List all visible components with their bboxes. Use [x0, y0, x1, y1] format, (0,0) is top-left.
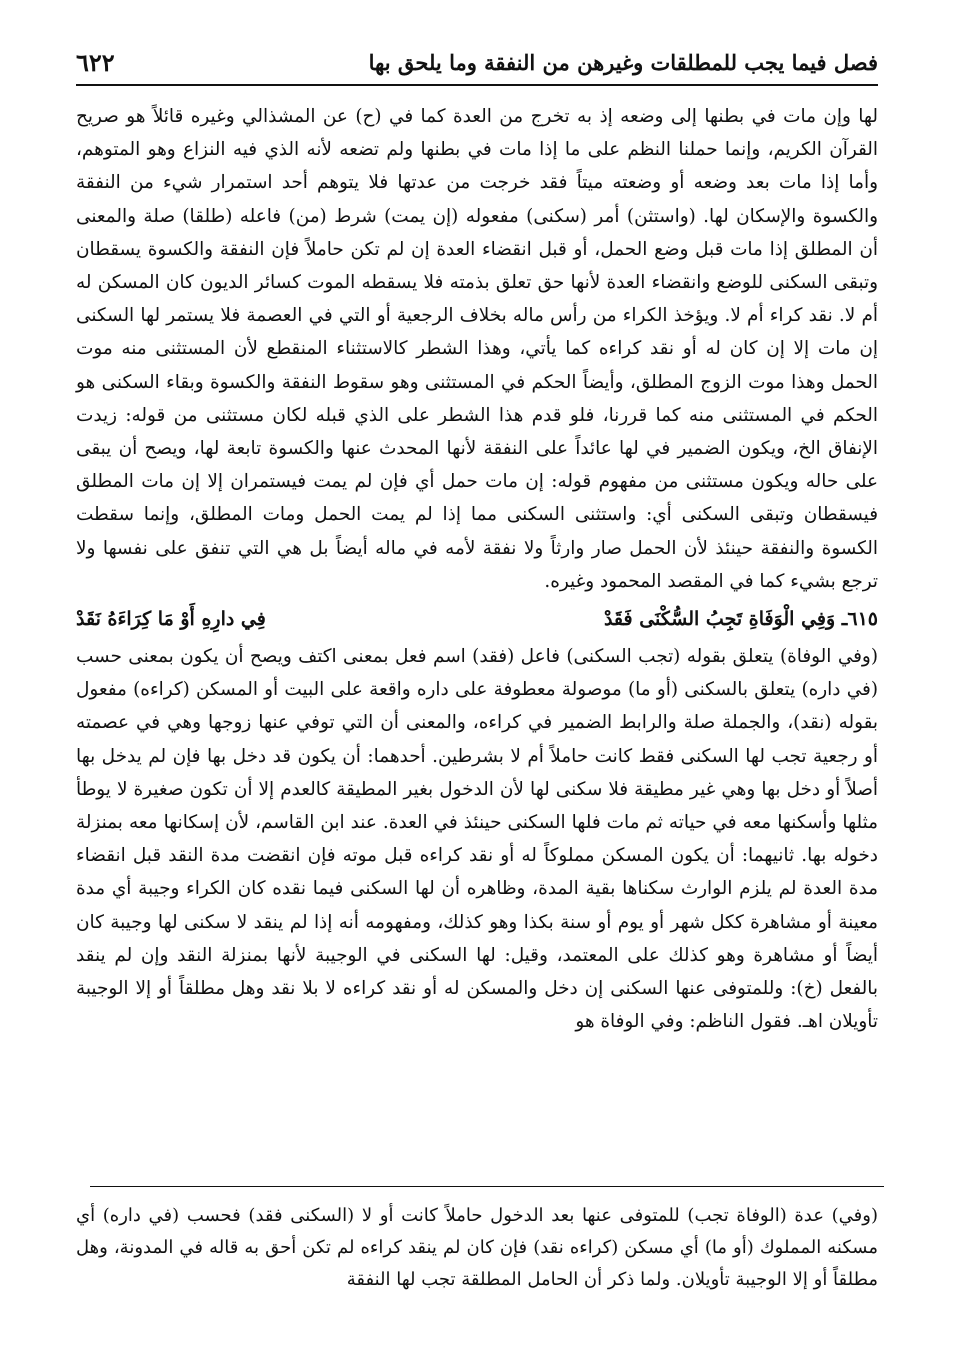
footnote-divider: [90, 1186, 884, 1187]
footnote-section: [76, 1200, 878, 1296]
verse-second-hemistich: فِي دارِهِ أَوْ مَا كِرَاءَهُ نَقَدْ: [76, 608, 266, 631]
verse-commentary-paragraph: (وفي الوفاة) يتعلق بقوله (تجب السكنى) فاعل (فقد) اسم فعل بمعنى اكتف ويصح أن يكون بمعنى حسب (في داره) يتعلق بالسكنى (أو ما) موصولة معطوفة على داره واقعة على البيت أو المسكن (كراءه) مفعول بقوله (نقد)، والجملة صلة والرابط الضمير في كراءه، والمعنى أن التي توفي عنها زوجها وهي في عصمته أو رجعية تجب لها السكنى فقط كانت حاملاً أم لا بشرطين. أحدهما: أن يكون قد دخل بها فإن لم يدخل بها أصلاً أو دخل بها وهي غير مطيقة فلا سكنى لها لأن الدخول بغير المطيقة كالعدم إلا أن تكون صغيرة لا يوطأ مثلها وأسكنها معه في حياته ثم مات فلها السكنى حينئذ في العدة. عند ابن القاسم، لأن إسكانها معه بمنزلة دخوله بها. ثانيهما: أن يكون المسكن مملوكاً له أو نقد كراءه قبل موته فإن انقضت مدة النقد قبل انقضاء مدة العدة لم يلزم الوارث سكناها بقية المدة، وظاهره أن لها السكنى فيما نقده كان الكراء وجيبة أي مدة معينة أو مشاهرة ككل شهر أو يوم أو سنة بكذا وهو كذلك، ومفهومه أنه إذا لم ينقد لا سكنى لها وجيبة كان أيضاً أو مشاهرة وهو كذلك على المعتمد، وقيل: لها السكنى في الوجيبة لأنها بمنزلة النقد وإن لم ينقد بالفعل (خ): وللمتوفى عنها السكنى إن دخل والمسكن له أو نقد كراءه لا بلا نقد وهل مطلقاً أو إلا الوجيبة تأويلان اهـ. فقول الناظم: وفي الوفاة هو: [76, 646, 878, 1033]
running-title: فصل فيما يجب للمطلقات وغيرهن من النفقة وما يلحق بها: [368, 49, 878, 75]
page-number: ٦٢٢: [76, 47, 115, 77]
verse-line: [76, 602, 878, 636]
footnote-text: (وفي) عدة (الوفاة تجب) للمتوفى عنها بعد الدخول حاملاً كانت أو لا (السكنى فقد) فحسب (في داره) أي مسكنه المملوك (أو ما) أي مسكن (كراءه نقد) فإن كان لم ينقد كراءه لم تكن أحق به قاله في المدونة، وهل مطلقاً أو إلا الوجيبة تأويلان. ولما ذكر أن الحامل المطلقة تجب لها النفقة: [76, 1205, 878, 1290]
main-text: [76, 100, 878, 1038]
verse-first-hemistich: [604, 602, 878, 636]
commentary-paragraph: لها وإن مات في بطنها إلى وضعه إذ به تخرج من العدة كما في (ح) عن المشذالي وغيره قائلاً هو صريح القرآن الكريم، وإنما حملنا النظم على ما إذا مات في بطنها ولم تضعه لأنه الذي فيه النزاع وهو المتوهم، وأما إذا مات بعد وضعه أو وضعته ميتاً فقد خرجت من عدتها فلا يتوهم أحد استمرار شيء من النفقة والكسوة والإسكان لها. (واستثن) أمر (سكنى) مفعوله (إن يمت) شرط (من) فاعله (طلقا) صلة والمعنى أن المطلق إذا مات قبل وضع الحمل، أو قبل انقضاء العدة إن لم تكن حاملاً فإن النفقة والكسوة يسقطان وتبقى السكنى للوضع وانقضاء العدة لأنها حق تعلق بذمته فلا يسقطه الموت كسائر الديون كان المسكن له أم لا. نقد كراء أم لا. ويؤخذ الكراء من رأس ماله بخلاف الرجعية أو التي في العصمة فلا يستمر لها السكنى إن مات إلا إن كان له أو نقد كراءه كما يأتي، وهذا الشطر كالاستثناء المنقطع لأن المستثنى منه موت الحمل وهذا موت الزوج المطلق، وأيضاً الحكم في المستثنى وهو سقوط النفقة والكسوة وبقاء السكنى هو الحكم في المستثنى منه كما قررنا، فلو قدم هذا الشطر على الذي قبله لكان مستثنى من قوله: زيدت الإنفاق الخ، ويكون الضمير في لها عائداً على النفقة لأنها المحدث عنها والكسوة تابعة لها، ويصح أن يبقى على حاله ويكون مستثنى من مفهوم قوله: إن مات حمل أي فإن لم يمت فيستمران إلا إن مات المطلق فيسقطان وتبقى السكنى أي: واستثنى السكنى مما إذا لم يمت الحمل ومات المطلق، وإنما سقطت الكسوة والنفقة حينئذ لأن الحمل صار وارثاً ولا نفقة لأمه في ماله أيضاً بل هي التي تنفق على نفسها ولا ترجع بشيء كما في المقصد المحمود وغيره.: [76, 106, 879, 592]
page-header: [76, 40, 878, 86]
verse-number: ٦١٥ـ: [841, 608, 878, 631]
verse-first-text: وَفِي الْوَفَاةِ تَجِبُ السُّكْنَى فَقَدْ: [603, 608, 836, 631]
